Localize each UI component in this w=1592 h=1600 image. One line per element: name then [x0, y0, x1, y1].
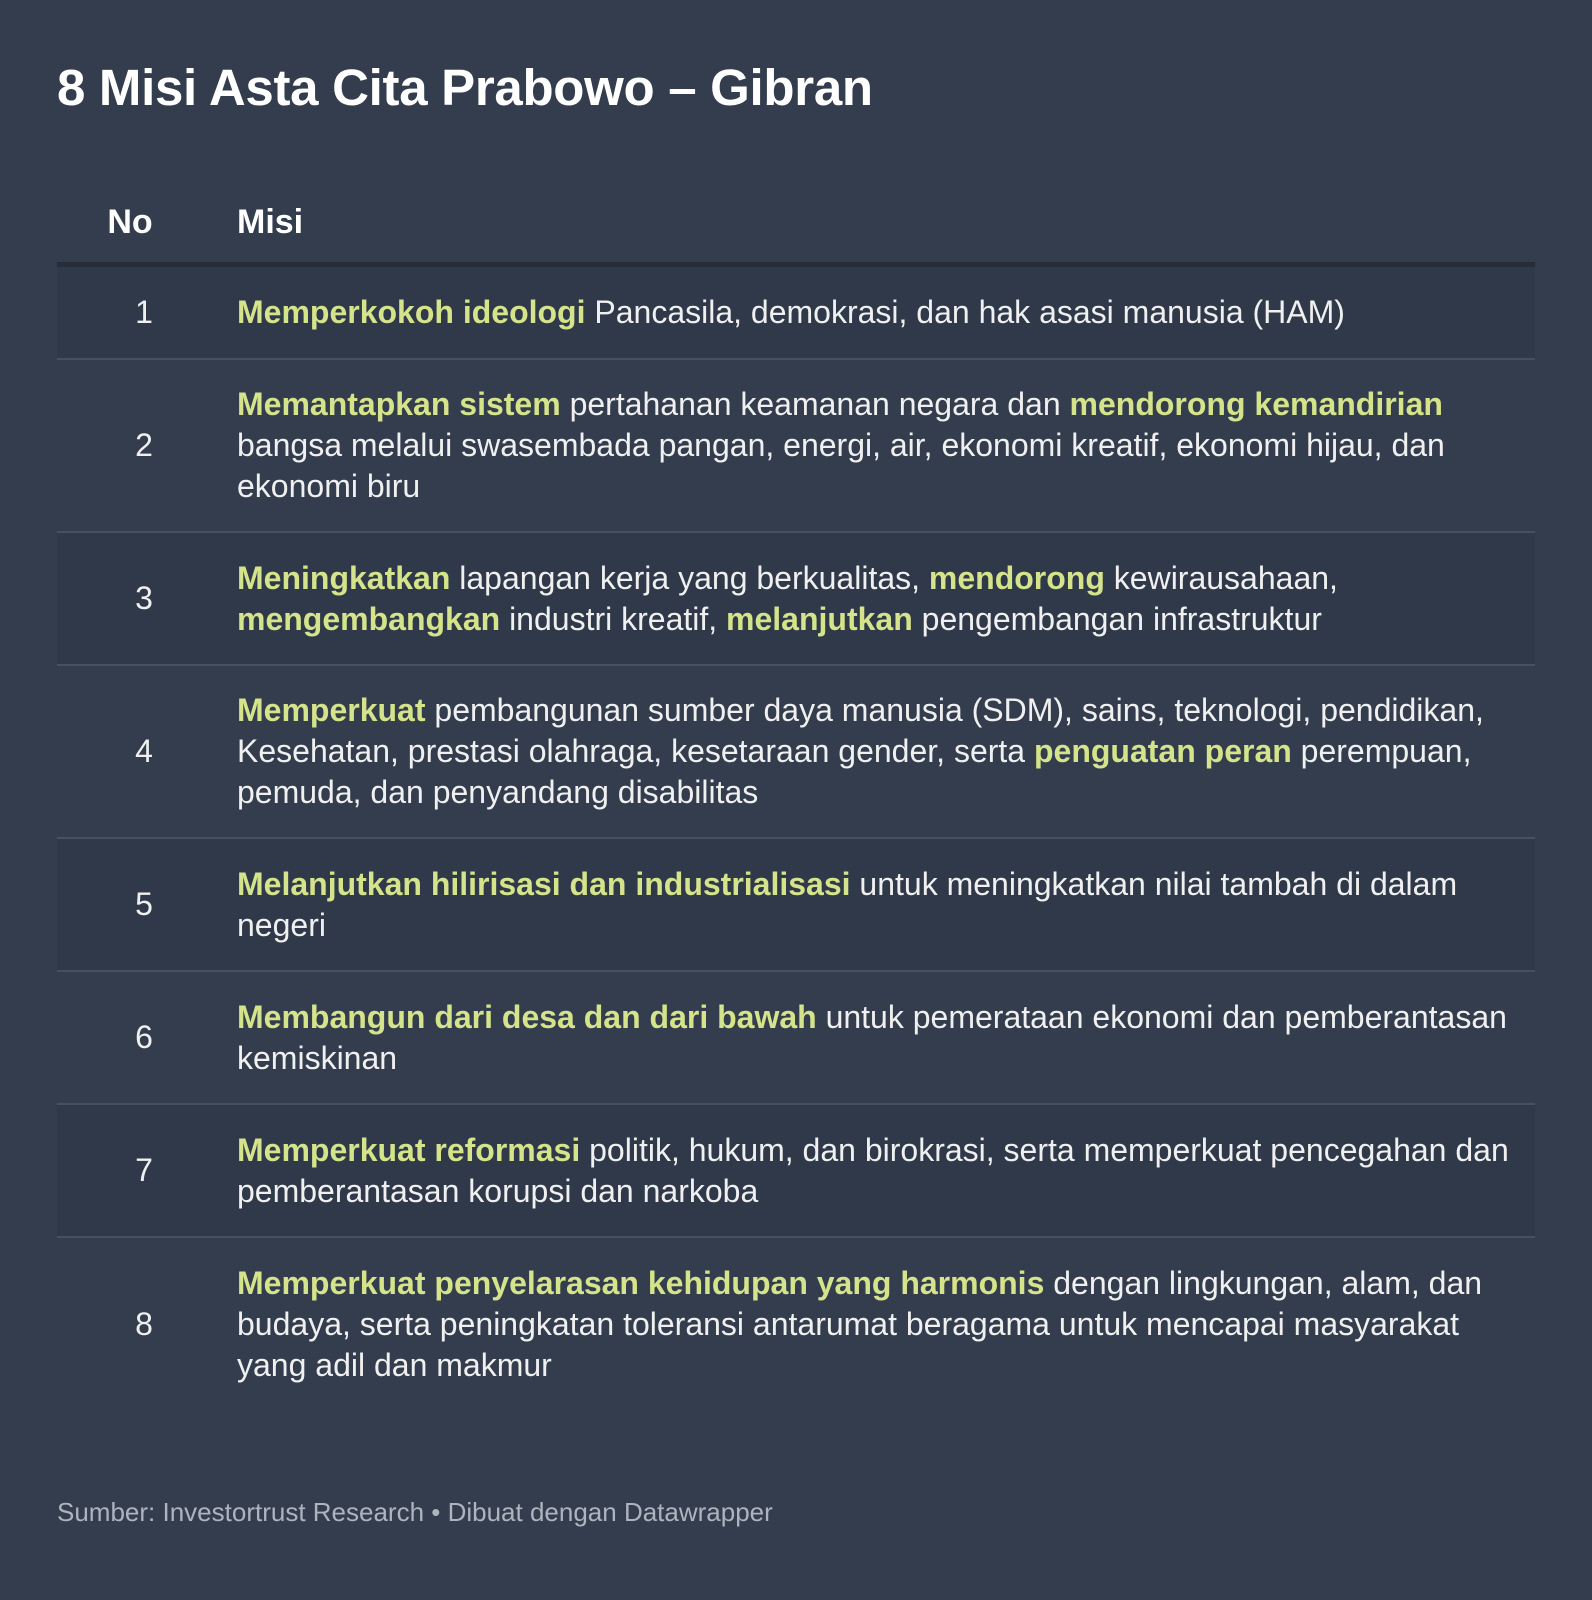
- table-row: [57, 1105, 1535, 1238]
- row-number: 6: [135, 1019, 153, 1055]
- row-number: 3: [135, 580, 153, 616]
- table-row: [57, 972, 1535, 1105]
- row-number: 8: [135, 1306, 153, 1342]
- table-body: [57, 267, 1535, 1411]
- plain-text: politik, hukum, dan birokrasi, serta memperkuat pencegahan dan pemberantasan korupsi dan narkoba: [237, 1131, 1509, 1209]
- header-no: No: [107, 202, 153, 241]
- header-misi: Misi: [237, 202, 304, 241]
- highlight-text: Membangun dari desa dan dari bawah: [237, 998, 817, 1035]
- highlight-text: Meningkatkan: [237, 559, 451, 596]
- highlight-text: mendorong kemandirian: [1069, 386, 1443, 422]
- highlight-text: Memperkokoh ideologi: [237, 294, 586, 330]
- row-number: 4: [135, 733, 153, 769]
- plain-text: pengembangan infrastruktur: [912, 600, 1322, 637]
- plain-text: lapangan kerja yang berkualitas,: [450, 559, 929, 596]
- highlight-text: Memperkuat: [237, 692, 426, 728]
- row-number: 7: [135, 1152, 153, 1188]
- row-mission-text: [237, 864, 1535, 946]
- highlight-text: Melanjutkan hilirisasi dan industrialisasi: [237, 865, 851, 902]
- row-mission-text: [237, 384, 1535, 507]
- highlight-text: mendorong: [928, 559, 1105, 596]
- row-mission-text: [237, 690, 1535, 813]
- plain-text: perempuan, pemuda, dan penyandang disabilitas: [237, 733, 1472, 810]
- source-footer: Sumber: Investortrust Research • Dibuat dengan Datawrapper: [57, 1497, 773, 1527]
- row-mission-text: [237, 1263, 1535, 1386]
- plain-text: Pancasila, demokrasi, dan hak asasi manusia (HAM): [585, 294, 1345, 330]
- highlight-text: Memperkuat penyelarasan kehidupan yang harmonis: [237, 1265, 1045, 1301]
- highlight-text: Memantapkan sistem: [237, 386, 561, 422]
- highlight-text: melanjutkan: [726, 600, 913, 637]
- plain-text: untuk pemerataan ekonomi dan pemberantasan kemiskinan: [237, 998, 1507, 1076]
- mission-table: [57, 182, 1535, 1411]
- plain-text: untuk meningkatkan nilai tambah di dalam negeri: [237, 865, 1458, 943]
- highlight-text: mengembangkan: [237, 600, 501, 637]
- plain-text: kewirausahaan,: [1104, 559, 1338, 596]
- table-row: [57, 360, 1535, 533]
- row-mission-text: [237, 558, 1535, 640]
- table-row: [57, 267, 1535, 360]
- page-title: 8 Misi Asta Cita Prabowo – Gibran: [57, 59, 873, 116]
- plain-text: pembangunan sumber daya manusia (SDM), sains, teknologi, pendidikan, Kesehatan, prestasi olahraga, kesetaraan gender, serta: [237, 692, 1484, 769]
- highlight-text: Memperkuat reformasi: [237, 1131, 581, 1168]
- plain-text: bangsa melalui swasembada pangan, energi, air, ekonomi kreatif, ekonomi hijau, dan ekonomi biru: [237, 427, 1445, 504]
- plain-text: industri kreatif,: [500, 600, 727, 637]
- highlight-text: penguatan peran: [1033, 733, 1292, 769]
- table-row: [57, 839, 1535, 972]
- row-number: 5: [135, 886, 153, 922]
- table-header: [57, 182, 1535, 267]
- table-row: [57, 666, 1535, 839]
- row-mission-text: [237, 1130, 1535, 1212]
- row-mission-text: [237, 997, 1535, 1079]
- plain-text: pertahanan keamanan negara dan: [560, 386, 1070, 422]
- table-row: [57, 1238, 1535, 1411]
- table-row: [57, 533, 1535, 666]
- row-number: 2: [135, 427, 153, 463]
- plain-text: dengan lingkungan, alam, dan budaya, serta peningkatan toleransi antarumat beragama untuk mencapai masyarakat yang adil dan makmur: [237, 1265, 1483, 1383]
- row-mission-text: [237, 292, 1535, 333]
- row-number: 1: [135, 294, 153, 330]
